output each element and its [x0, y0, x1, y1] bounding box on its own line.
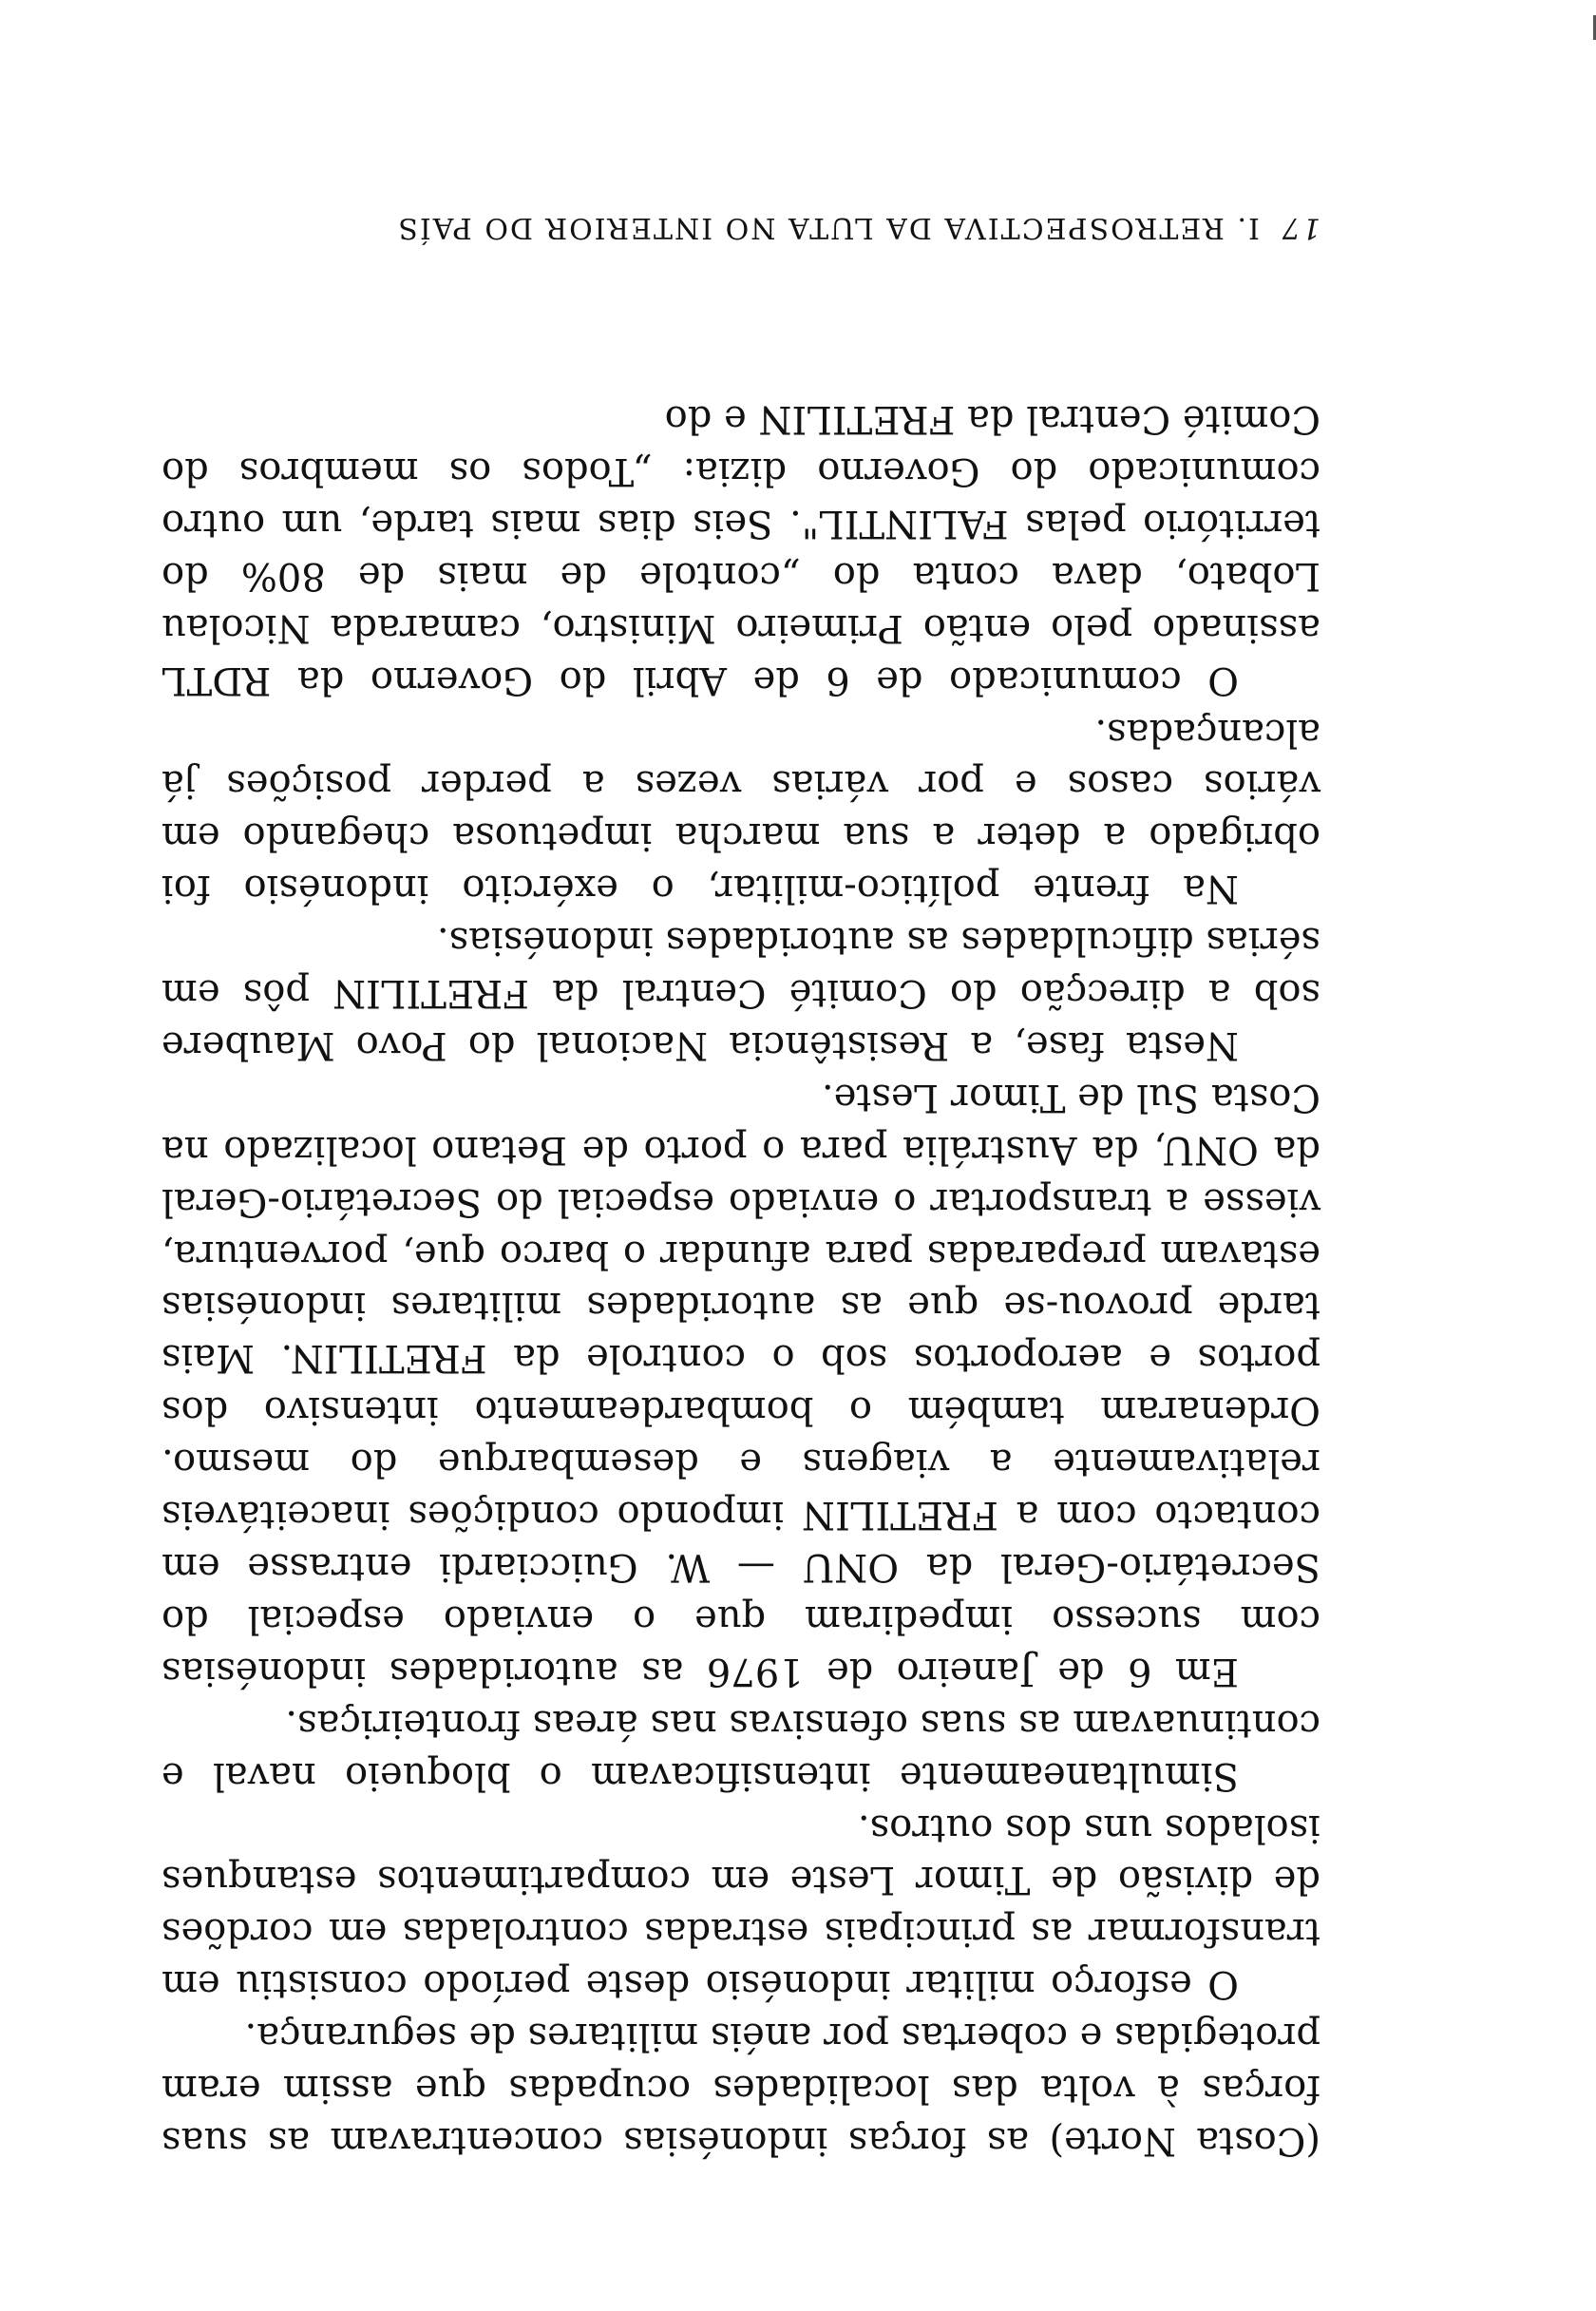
page-number: 17	[1280, 211, 1320, 244]
running-title: I. RETROSPECTIVA DA LUTA NO INTERIOR DO PAÍS	[396, 211, 1260, 244]
paragraph-3: Simultaneamente intensificavam o bloqueio naval e continuavam as suas ofensivas nas áreas fronteiriças.	[162, 1701, 1320, 1798]
paragraph-2: O esforço militar indonésio deste período consistiu em transformar as principais estradas controladas em cordões de divisão de Timor Leste em compartimentos estanques isolados uns dos outros.	[162, 1805, 1320, 2007]
paragraph-1: (Costa Norte) as forças indonésias concentravam as suas forças à volta das localidades ocupadas que assim eram protegidas e cobertas por anéis militares de segurança.	[162, 2015, 1320, 2163]
paragraph-4: Em 6 de Janeiro de 1976 as autoridades indonésias com sucesso impediram que o enviado especial do Secretário-Geral da ONU — W. Guicciardi entrasse em contacto com a FRETILIN impondo condições inaceitáveis relativamente a viagens e desembarque do mesmo. Ordenaram também o bombardeamento intensivo dos portos e aeroportos sob o controle da FRETILIN. Mais tarde provou-se que as autoridades militares indonésias estavam preparadas para afundar o barco que, porventura, viesse a transportar o enviado especial do Secretário-Geral da ONU, da Austrália para o porto de Betano localizado na Costa Sul de Timor Leste.	[162, 1075, 1320, 1693]
paragraph-5: Nesta fase, a Resistência Nacional do Povo Maubere sob a direcção do Comité Central da FRETILIN pôs em sérias dificuldades as autoridades indonésias.	[162, 919, 1320, 1067]
paragraph-6: Na frente político-militar, o exército indonésio foi obrigado a deter a sua marcha impetuosa chegando em vários casos e por várias vezes a perder posições já alcançadas.	[162, 710, 1320, 911]
running-header	[162, 211, 1320, 244]
paragraph-7: O comunicado de 6 de Abril do Governo da RDTL assinado pelo então Primeiro Ministro, camarada Nicolau Lobato, dava conta do „contole de mais de 80% do território pelas FALINTIL". Seis dias mais tarde, um outro comunicado do Governo dizia: „Todos os membros do Comité Central da FRETILIN e do	[162, 397, 1320, 702]
body-text	[162, 392, 1320, 2167]
